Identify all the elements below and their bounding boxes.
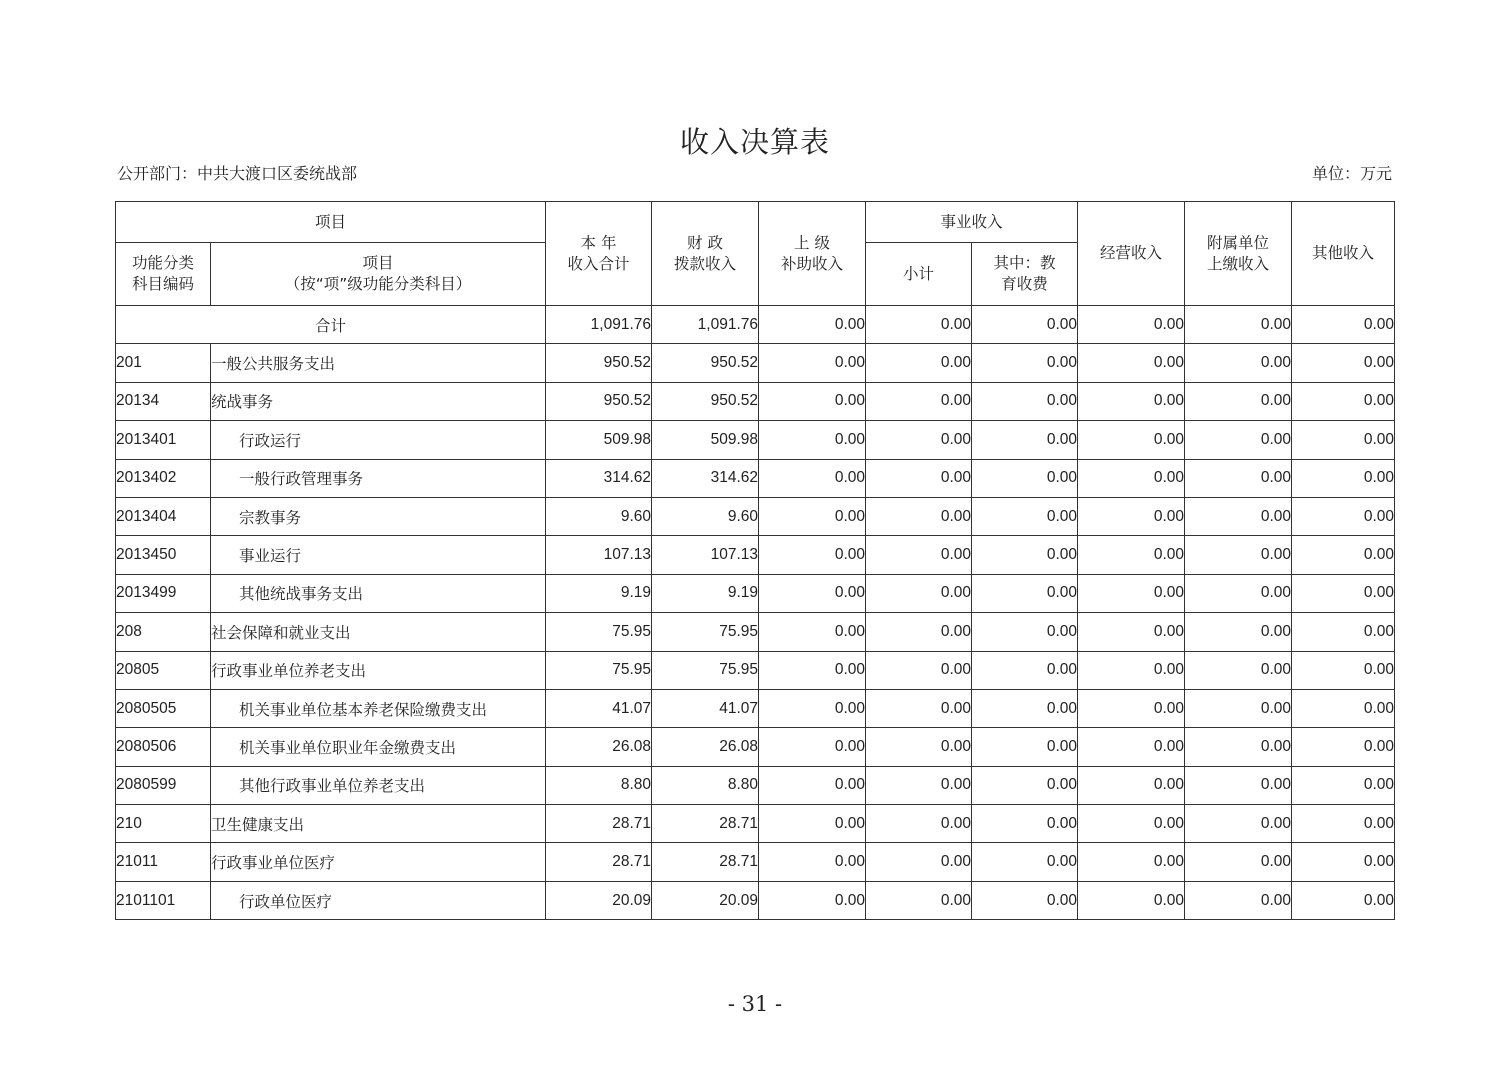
row-code: 21011 xyxy=(116,843,211,881)
cell-value: 0.00 xyxy=(759,459,866,497)
cell-value: 0.00 xyxy=(972,421,1078,459)
cell-value: 28.71 xyxy=(652,843,759,881)
cell-value: 0.00 xyxy=(759,805,866,843)
row-code: 2013450 xyxy=(116,536,211,574)
cell-value: 0.00 xyxy=(759,306,866,344)
row-name: 卫生健康支出 xyxy=(211,805,546,843)
cell-value: 0.00 xyxy=(1078,843,1185,881)
cell-value: 0.00 xyxy=(1078,536,1185,574)
cell-value: 0.00 xyxy=(1292,651,1395,689)
header-other: 其他收入 xyxy=(1292,202,1395,306)
row-code: 20805 xyxy=(116,651,211,689)
cell-value: 0.00 xyxy=(866,421,972,459)
cell-value: 0.00 xyxy=(972,805,1078,843)
cell-value: 0.00 xyxy=(759,382,866,420)
row-name: 一般行政管理事务 xyxy=(211,459,546,497)
cell-value: 0.00 xyxy=(1078,613,1185,651)
cell-value: 0.00 xyxy=(972,651,1078,689)
cell-value: 0.00 xyxy=(759,843,866,881)
row-code: 2101101 xyxy=(116,881,211,919)
row-name: 行政单位医疗 xyxy=(211,881,546,919)
cell-value: 0.00 xyxy=(866,459,972,497)
cell-value: 0.00 xyxy=(866,536,972,574)
cell-value: 0.00 xyxy=(1078,766,1185,804)
cell-value: 107.13 xyxy=(652,536,759,574)
total-label: 合计 xyxy=(116,306,546,344)
cell-value: 0.00 xyxy=(1078,805,1185,843)
cell-value: 0.00 xyxy=(759,766,866,804)
cell-value: 9.19 xyxy=(546,574,652,612)
table-header xyxy=(116,202,1395,306)
cell-value: 0.00 xyxy=(1292,306,1395,344)
table-row xyxy=(116,843,1395,881)
cell-value: 0.00 xyxy=(972,497,1078,535)
row-name: 其他统战事务支出 xyxy=(211,574,546,612)
cell-value: 0.00 xyxy=(1292,382,1395,420)
cell-value: 950.52 xyxy=(546,382,652,420)
page-number: - 31 - xyxy=(727,992,783,1016)
table-row xyxy=(116,344,1395,382)
cell-value: 0.00 xyxy=(1185,382,1292,420)
row-name: 行政事业单位养老支出 xyxy=(211,651,546,689)
cell-value: 0.00 xyxy=(1185,536,1292,574)
table-row xyxy=(116,728,1395,766)
cell-value: 0.00 xyxy=(972,536,1078,574)
table-row xyxy=(116,421,1395,459)
table-row xyxy=(116,766,1395,804)
cell-value: 0.00 xyxy=(1292,766,1395,804)
cell-value: 1,091.76 xyxy=(652,306,759,344)
cell-value: 0.00 xyxy=(759,421,866,459)
header-code: 功能分类 科目编码 xyxy=(116,243,211,306)
cell-value: 0.00 xyxy=(866,344,972,382)
cell-value: 75.95 xyxy=(546,651,652,689)
cell-value: 107.13 xyxy=(546,536,652,574)
row-name: 机关事业单位职业年金缴费支出 xyxy=(211,728,546,766)
cell-value: 0.00 xyxy=(1292,689,1395,727)
cell-value: 1,091.76 xyxy=(546,306,652,344)
cell-value: 28.71 xyxy=(546,805,652,843)
cell-value: 0.00 xyxy=(1185,728,1292,766)
cell-value: 0.00 xyxy=(1185,766,1292,804)
cell-value: 0.00 xyxy=(1078,497,1185,535)
cell-value: 41.07 xyxy=(652,689,759,727)
cell-value: 8.80 xyxy=(546,766,652,804)
cell-value: 0.00 xyxy=(1292,613,1395,651)
row-code: 20134 xyxy=(116,382,211,420)
cell-value: 28.71 xyxy=(546,843,652,881)
cell-value: 0.00 xyxy=(866,843,972,881)
cell-value: 0.00 xyxy=(866,306,972,344)
cell-value: 0.00 xyxy=(1078,881,1185,919)
row-name: 行政运行 xyxy=(211,421,546,459)
cell-value: 75.95 xyxy=(546,613,652,651)
header-business: 经营收入 xyxy=(1078,202,1185,306)
cell-value: 0.00 xyxy=(1292,574,1395,612)
cell-value: 41.07 xyxy=(546,689,652,727)
cell-value: 0.00 xyxy=(866,728,972,766)
cell-value: 0.00 xyxy=(866,766,972,804)
page-title: 收入决算表 xyxy=(679,125,830,159)
table-row xyxy=(116,574,1395,612)
cell-value: 0.00 xyxy=(972,843,1078,881)
cell-value: 950.52 xyxy=(546,344,652,382)
cell-value: 0.00 xyxy=(866,574,972,612)
total-row xyxy=(116,306,1395,344)
cell-value: 0.00 xyxy=(1185,881,1292,919)
cell-value: 8.80 xyxy=(652,766,759,804)
cell-value: 75.95 xyxy=(652,651,759,689)
cell-value: 0.00 xyxy=(1078,689,1185,727)
table-row xyxy=(116,382,1395,420)
cell-value: 0.00 xyxy=(1078,421,1185,459)
cell-value: 28.71 xyxy=(652,805,759,843)
cell-value: 0.00 xyxy=(972,459,1078,497)
cell-value: 20.09 xyxy=(546,881,652,919)
row-code: 2013401 xyxy=(116,421,211,459)
cell-value: 9.19 xyxy=(652,574,759,612)
header-subtotal: 小计 xyxy=(866,243,972,306)
row-code: 2013402 xyxy=(116,459,211,497)
table-row xyxy=(116,613,1395,651)
cell-value: 0.00 xyxy=(1078,728,1185,766)
cell-value: 9.60 xyxy=(546,497,652,535)
header-fiscal: 财 政 拨款收入 xyxy=(652,202,759,306)
cell-value: 0.00 xyxy=(1185,574,1292,612)
row-name: 事业运行 xyxy=(211,536,546,574)
row-code: 2013404 xyxy=(116,497,211,535)
cell-value: 0.00 xyxy=(1185,689,1292,727)
cell-value: 0.00 xyxy=(1292,728,1395,766)
cell-value: 950.52 xyxy=(652,382,759,420)
cell-value: 0.00 xyxy=(1078,651,1185,689)
cell-value: 0.00 xyxy=(1078,574,1185,612)
row-name: 一般公共服务支出 xyxy=(211,344,546,382)
cell-value: 0.00 xyxy=(972,574,1078,612)
header-superior: 上 级 补助收入 xyxy=(759,202,866,306)
cell-value: 26.08 xyxy=(546,728,652,766)
cell-value: 0.00 xyxy=(972,728,1078,766)
row-code: 208 xyxy=(116,613,211,651)
cell-value: 0.00 xyxy=(759,613,866,651)
row-name: 机关事业单位基本养老保险缴费支出 xyxy=(211,689,546,727)
cell-value: 509.98 xyxy=(546,421,652,459)
cell-value: 0.00 xyxy=(1185,344,1292,382)
cell-value: 0.00 xyxy=(1185,613,1292,651)
row-name: 行政事业单位医疗 xyxy=(211,843,546,881)
cell-value: 0.00 xyxy=(866,805,972,843)
table-row xyxy=(116,459,1395,497)
cell-value: 9.60 xyxy=(652,497,759,535)
unit-label: 单位：万元 xyxy=(1311,164,1392,183)
cell-value: 0.00 xyxy=(866,382,972,420)
cell-value: 26.08 xyxy=(652,728,759,766)
table-row xyxy=(116,497,1395,535)
cell-value: 0.00 xyxy=(972,306,1078,344)
cell-value: 0.00 xyxy=(1292,497,1395,535)
cell-value: 0.00 xyxy=(1078,344,1185,382)
row-name: 社会保障和就业支出 xyxy=(211,613,546,651)
cell-value: 0.00 xyxy=(1185,651,1292,689)
row-code: 210 xyxy=(116,805,211,843)
cell-value: 0.00 xyxy=(759,497,866,535)
header-education: 其中：教 育收费 xyxy=(972,243,1078,306)
header-name: 项目 （按“项”级功能分类科目） xyxy=(211,243,546,306)
cell-value: 0.00 xyxy=(1185,843,1292,881)
cell-value: 0.00 xyxy=(1292,843,1395,881)
cell-value: 0.00 xyxy=(1185,306,1292,344)
cell-value: 0.00 xyxy=(1292,536,1395,574)
cell-value: 0.00 xyxy=(1292,805,1395,843)
row-code: 2080599 xyxy=(116,766,211,804)
table-row xyxy=(116,881,1395,919)
cell-value: 0.00 xyxy=(1078,382,1185,420)
cell-value: 0.00 xyxy=(1292,881,1395,919)
cell-value: 75.95 xyxy=(652,613,759,651)
cell-value: 0.00 xyxy=(1078,459,1185,497)
table-body xyxy=(116,306,1395,920)
cell-value: 950.52 xyxy=(652,344,759,382)
row-code: 2080505 xyxy=(116,689,211,727)
cell-value: 0.00 xyxy=(1185,459,1292,497)
cell-value: 0.00 xyxy=(759,651,866,689)
cell-value: 0.00 xyxy=(866,651,972,689)
cell-value: 0.00 xyxy=(759,344,866,382)
cell-value: 0.00 xyxy=(972,689,1078,727)
cell-value: 0.00 xyxy=(759,728,866,766)
cell-value: 0.00 xyxy=(1185,497,1292,535)
cell-value: 0.00 xyxy=(866,497,972,535)
cell-value: 0.00 xyxy=(759,574,866,612)
table-row xyxy=(116,805,1395,843)
header-total: 本 年 收入合计 xyxy=(546,202,652,306)
cell-value: 0.00 xyxy=(972,382,1078,420)
header-project-group: 项目 xyxy=(116,202,546,243)
department-label: 公开部门：中共大渡口区委统战部 xyxy=(117,164,358,183)
cell-value: 0.00 xyxy=(972,766,1078,804)
row-name: 宗教事务 xyxy=(211,497,546,535)
cell-value: 314.62 xyxy=(546,459,652,497)
cell-value: 0.00 xyxy=(1292,344,1395,382)
cell-value: 20.09 xyxy=(652,881,759,919)
table-row xyxy=(116,651,1395,689)
cell-value: 0.00 xyxy=(866,881,972,919)
cell-value: 0.00 xyxy=(759,689,866,727)
cell-value: 509.98 xyxy=(652,421,759,459)
row-name: 其他行政事业单位养老支出 xyxy=(211,766,546,804)
cell-value: 314.62 xyxy=(652,459,759,497)
cell-value: 0.00 xyxy=(1185,805,1292,843)
header-career-group: 事业收入 xyxy=(866,202,1078,243)
row-name: 统战事务 xyxy=(211,382,546,420)
cell-value: 0.00 xyxy=(972,613,1078,651)
cell-value: 0.00 xyxy=(866,613,972,651)
row-code: 2013499 xyxy=(116,574,211,612)
table-row xyxy=(116,536,1395,574)
income-table xyxy=(115,201,1395,920)
cell-value: 0.00 xyxy=(972,344,1078,382)
cell-value: 0.00 xyxy=(1292,459,1395,497)
row-code: 2080506 xyxy=(116,728,211,766)
header-affiliated: 附属单位 上缴收入 xyxy=(1185,202,1292,306)
cell-value: 0.00 xyxy=(759,536,866,574)
table-row xyxy=(116,689,1395,727)
cell-value: 0.00 xyxy=(1292,421,1395,459)
cell-value: 0.00 xyxy=(1078,306,1185,344)
cell-value: 0.00 xyxy=(759,881,866,919)
cell-value: 0.00 xyxy=(972,881,1078,919)
cell-value: 0.00 xyxy=(1185,421,1292,459)
row-code: 201 xyxy=(116,344,211,382)
cell-value: 0.00 xyxy=(866,689,972,727)
